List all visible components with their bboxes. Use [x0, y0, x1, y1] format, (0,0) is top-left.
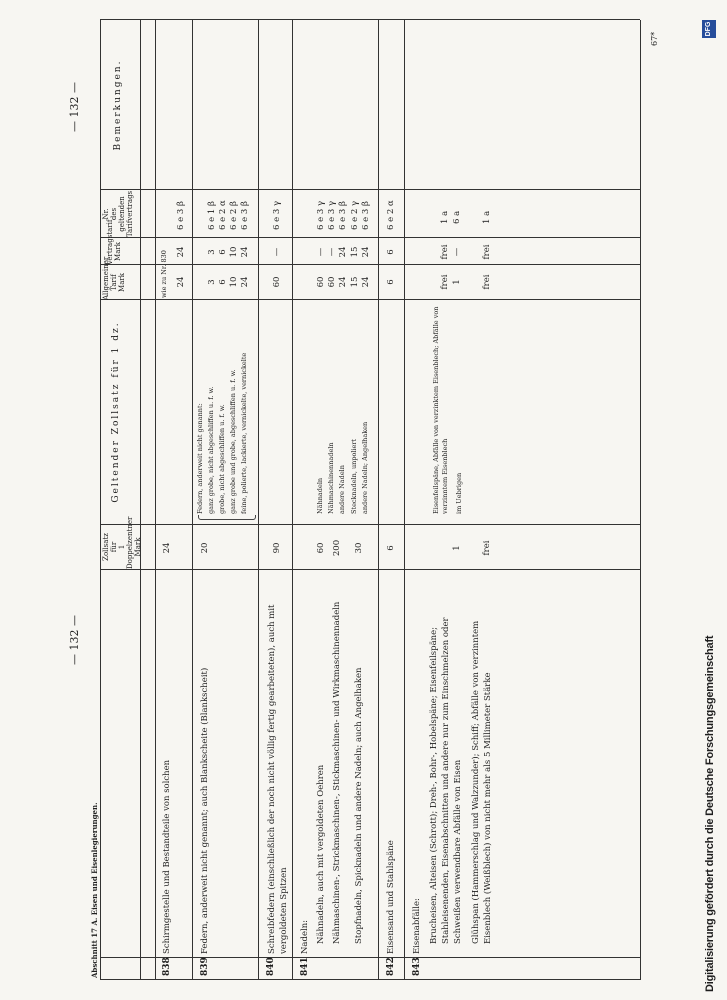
- row-text: Schirmgestelle und Bestandteile von solchen: [162, 759, 172, 954]
- contract-rate: 6: [218, 249, 228, 255]
- row-duty: 60: [316, 542, 326, 554]
- row-text: Nadeln:: [300, 919, 310, 954]
- contract-rate: 15: [350, 246, 360, 258]
- general-rate: 24: [240, 276, 250, 288]
- col-rule: [100, 189, 640, 190]
- page-number-left: — 132 —: [68, 615, 81, 665]
- contract-rate: —: [452, 247, 462, 257]
- contract-rate: 24: [338, 246, 348, 258]
- general-rate: 1: [452, 279, 462, 285]
- sub-text: ganz grobe, nicht abgeschliffen u. f. w.: [207, 386, 215, 514]
- sub-text: im Uebrigen: [455, 472, 463, 514]
- header-ref: Nr. des geltenden Tarifvertrags: [102, 190, 134, 238]
- treaty-ref: 1 a: [440, 210, 450, 224]
- contract-rate: 6: [386, 249, 396, 255]
- general-rate: 24: [338, 276, 348, 288]
- contract-rate: —: [327, 247, 337, 257]
- table-bottom-rule: [640, 20, 641, 980]
- row-number: 843: [412, 957, 422, 976]
- contract-rate: 10: [229, 246, 239, 258]
- row-rule: [404, 20, 405, 980]
- sub-text: Stecknadeln, unpoliert: [350, 438, 358, 514]
- header-contract: Vertragstarif Mark: [106, 219, 122, 265]
- row-text: Eisensand und Stahlspäne: [386, 840, 396, 954]
- row-number: 839: [200, 957, 210, 976]
- contract-rate: 24: [361, 246, 371, 258]
- row-duty: 200: [332, 539, 342, 557]
- col-rule: [100, 979, 640, 980]
- general-rate: 60: [327, 276, 337, 288]
- general-rate: frei: [482, 274, 492, 290]
- sub-label: Nähnadeln, auch mit vergoldeten Oehren: [316, 764, 326, 944]
- row-rule: [292, 20, 293, 980]
- row-number: 840: [266, 957, 276, 976]
- header-tariff: Geltender Zollsatz für 1 dz.: [111, 321, 121, 503]
- treaty-ref: 6 a: [452, 210, 462, 224]
- row-duty: 20: [200, 542, 210, 554]
- general-rate: frei: [440, 274, 450, 290]
- col-rule: [100, 569, 640, 570]
- treaty-ref: 6 e 3 γ: [327, 200, 337, 230]
- contract-rate: frei: [440, 244, 450, 260]
- sub-text: feine, polierte, lackierte, vernickelte, vernickelte: [240, 352, 248, 514]
- treaty-ref: 6 e 3 β: [176, 201, 186, 230]
- sub-text: Nähmaschinennadeln: [327, 442, 335, 514]
- row-duty: frei: [482, 540, 492, 556]
- row-duty: 6: [386, 545, 396, 551]
- dfg-footer: Digitalisierung gefördert durch die Deutsche Forschungsgemeinschaft: [704, 635, 716, 992]
- header-general: Allgemeiner Tarif Mark: [102, 256, 126, 300]
- row-rule: [192, 20, 193, 980]
- row-duty: 90: [272, 542, 282, 554]
- row-number: 838: [162, 957, 172, 976]
- header-rule-2: [155, 20, 156, 980]
- row-rule: [258, 20, 259, 980]
- treaty-ref: 6 e 1 β: [207, 201, 217, 230]
- sub-label: Brucheisen, Alteisen (Schrott); Dreh-, Bohr-, Hobelspäne; Eisenfeilspäne; Stahleisenenden, Eisenabschnitten und andere nur zum Einschmelzen oder Schweißen verwendbare Abfälle von Eisen: [429, 617, 463, 944]
- row-duty: 1: [452, 545, 462, 551]
- col-rule: [100, 957, 640, 958]
- treaty-ref: 6 e 3 β: [240, 201, 250, 230]
- general-rate: 3: [207, 279, 217, 285]
- header-rule: [140, 20, 141, 980]
- brace: [198, 515, 256, 520]
- sub-label: Glühspan (Hammerschlag und Walzzunder); Schiff; Abfälle von verzinntem Eisenblech (Weißblech) von nicht mehr als 5 Millimeter Stärke: [471, 620, 493, 944]
- header-remarks: Bemerkungen.: [113, 59, 123, 151]
- row-duty: 30: [354, 542, 364, 554]
- row-rule: [378, 20, 379, 980]
- page-mark: 67*: [650, 31, 659, 46]
- sub-text: grobe, nicht abgeschliffen u. f. w.: [218, 404, 226, 514]
- contract-rate: 24: [176, 246, 186, 258]
- contract-rate: 3: [207, 249, 217, 255]
- sub-text: ganz grobe und grobe, abgeschliffen u. f. w.: [229, 369, 237, 514]
- page-number-right: — 132 —: [68, 82, 81, 132]
- treaty-ref: 6 e 2 β: [229, 201, 239, 230]
- contract-rate: —: [272, 247, 282, 257]
- row-duty: 24: [162, 542, 172, 554]
- general-rate: 60: [316, 276, 326, 288]
- col-rule: [100, 19, 640, 20]
- col-rule: [100, 299, 640, 300]
- sub-text: Nähnadeln: [316, 477, 324, 514]
- sub-label: Nähmaschinen-, Strickmaschinen-, Stickmaschinen- und Wirkmaschinennadeln: [332, 601, 342, 944]
- dfg-logo-icon: DFG: [702, 20, 716, 38]
- sub-text: wie zu Nr. 830: [160, 250, 168, 298]
- treaty-ref: 6 e 2 α: [386, 200, 396, 230]
- treaty-ref: 6 e 2 α: [218, 200, 228, 230]
- sub-text: Eisenfeilspäne, Abfälle von verzinktem Eisenblech; Abfälle von verzinntem Eisenblech: [432, 306, 449, 514]
- sub-text: Federn, anderweit nicht genannt:: [196, 403, 204, 514]
- table-top-rule: [100, 20, 101, 980]
- row-number: 842: [386, 957, 396, 976]
- col-rule: [100, 524, 640, 525]
- general-rate: 24: [361, 276, 371, 288]
- sub-text: andere Nadeln; Angelhaken: [361, 421, 369, 514]
- general-rate: 6: [386, 279, 396, 285]
- treaty-ref: 6 e 3 γ: [316, 200, 326, 230]
- row-number: 841: [300, 957, 310, 976]
- row-text: Eisenabfälle:: [412, 898, 422, 954]
- sub-label: Stopfnadeln, Spicknadeln und andere Nadeln; auch Angelhaken: [354, 667, 364, 944]
- contract-rate: 24: [240, 246, 250, 258]
- general-rate: 60: [272, 276, 282, 288]
- contract-rate: —: [316, 247, 326, 257]
- row-text: Schreibfedern (einschließlich der noch nicht völlig fertig gearbeiteten), auch mit vergoldeten Spitzen: [267, 604, 289, 954]
- general-rate: 6: [218, 279, 228, 285]
- treaty-ref: 6 e 2 γ: [350, 200, 360, 230]
- treaty-ref: 1 a: [482, 210, 492, 224]
- treaty-ref: 6 e 3 β: [338, 201, 348, 230]
- general-rate: 10: [229, 276, 239, 288]
- header-duty: Zollsatz für 1 Doppelzentner Mark: [102, 516, 142, 569]
- treaty-ref: 6 e 3 β: [361, 201, 371, 230]
- treaty-ref: 6 e 3 γ: [272, 200, 282, 230]
- general-rate: 15: [350, 276, 360, 288]
- row-text: Federn, anderweit nicht genannt; auch Blankscheite (Blankscheit): [200, 667, 210, 954]
- running-head: Abschnitt 17 A. Eisen und Eisenlegierungen.: [90, 802, 99, 978]
- general-rate: 24: [176, 276, 186, 288]
- sub-text: andere Nadeln: [338, 465, 346, 514]
- contract-rate: frei: [482, 244, 492, 260]
